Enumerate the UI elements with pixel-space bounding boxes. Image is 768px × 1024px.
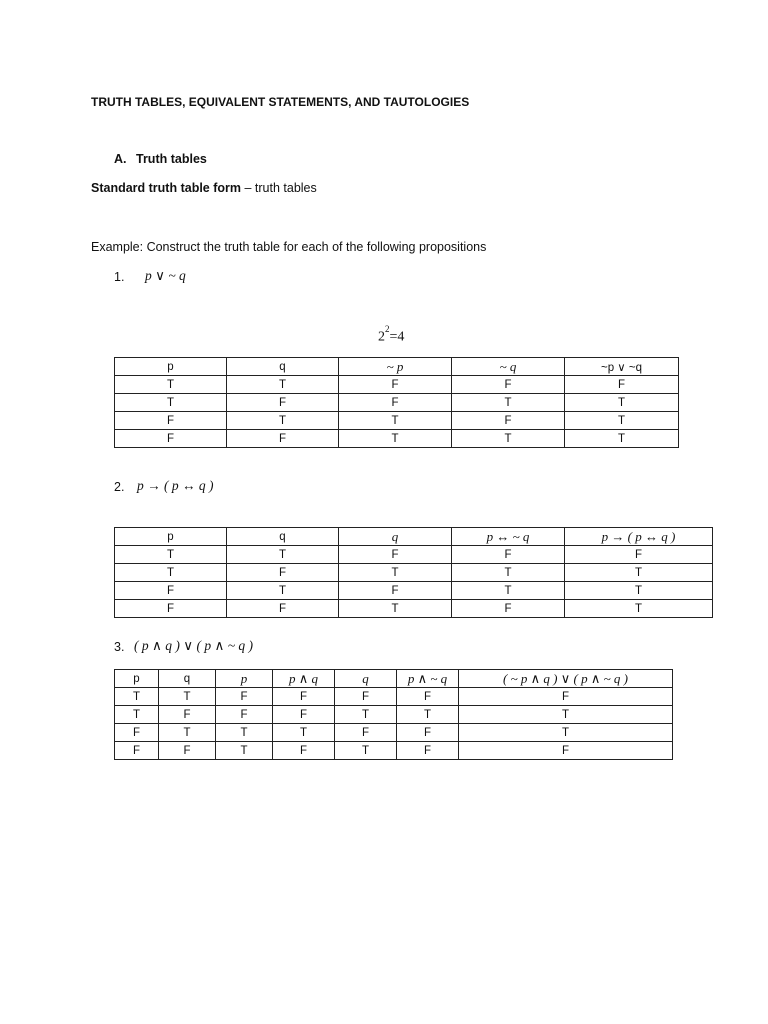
table-cell: F — [397, 742, 459, 760]
item-1-number: 1. — [114, 270, 125, 284]
table-header: p — [216, 670, 273, 688]
table-row — [115, 394, 679, 412]
table-row — [115, 688, 673, 706]
table-header: ~ p — [339, 358, 452, 376]
table-row — [115, 724, 673, 742]
table-cell: T — [115, 546, 227, 564]
item-3-expression: ( p ∧ q ) ∨ ( p ∧ ~ q ) — [134, 638, 254, 653]
table-header: ~ q — [452, 358, 565, 376]
table-cell: T — [339, 412, 452, 430]
document-title: TRUTH TABLES, EQUIVALENT STATEMENTS, AND TAUTOLOGIES — [91, 95, 470, 109]
table-cell: F — [216, 706, 273, 724]
table-cell: T — [227, 582, 339, 600]
table-cell: F — [227, 430, 339, 448]
table-cell: F — [452, 412, 565, 430]
table-header: p → ( p ↔ q ) — [565, 528, 713, 546]
truth-table-2 — [114, 527, 713, 618]
table-header: p ∧ q — [273, 670, 335, 688]
table-cell: F — [565, 546, 713, 564]
table-header: p — [115, 528, 227, 546]
table-cell: F — [115, 412, 227, 430]
table-cell: F — [216, 688, 273, 706]
standard-form-line — [91, 181, 317, 195]
table-cell: T — [339, 564, 452, 582]
table-cell: T — [565, 394, 679, 412]
table-cell: T — [115, 376, 227, 394]
table-header: q — [159, 670, 216, 688]
table-cell: T — [115, 706, 159, 724]
table-cell: F — [273, 688, 335, 706]
table-cell: F — [115, 582, 227, 600]
table-cell: F — [227, 600, 339, 618]
table-cell: T — [227, 412, 339, 430]
item-2-number: 2. — [114, 480, 125, 494]
table-cell: F — [115, 742, 159, 760]
table-row — [115, 564, 713, 582]
table-cell: T — [452, 582, 565, 600]
table-cell: T — [565, 600, 713, 618]
item-2-expression: p → ( p ↔ q ) — [137, 478, 214, 493]
table-cell: T — [339, 600, 452, 618]
truth-table-3 — [114, 669, 673, 760]
table-cell: F — [397, 724, 459, 742]
table-cell: F — [115, 724, 159, 742]
table-cell: F — [335, 688, 397, 706]
section-a-number: A. — [114, 152, 127, 166]
table-row — [115, 546, 713, 564]
table-cell: F — [339, 394, 452, 412]
table-cell: F — [227, 394, 339, 412]
table-cell: T — [216, 724, 273, 742]
table-cell: F — [459, 742, 673, 760]
table-row — [115, 706, 673, 724]
table-cell: T — [335, 742, 397, 760]
standard-form-term: Standard truth table form — [91, 181, 242, 195]
table-cell: F — [339, 546, 452, 564]
table-cell: T — [159, 688, 216, 706]
table-header: ( ~ p ∧ q ) ∨ ( p ∧ ~ q ) — [459, 670, 673, 688]
table-cell: T — [459, 724, 673, 742]
table-cell: T — [159, 724, 216, 742]
table-cell: F — [115, 600, 227, 618]
table-cell: F — [159, 742, 216, 760]
table-cell: T — [115, 688, 159, 706]
table-cell: T — [397, 706, 459, 724]
table-cell: T — [565, 582, 713, 600]
row-count-equation — [378, 324, 405, 346]
table-cell: T — [565, 412, 679, 430]
equation-exponent: 2 — [385, 324, 390, 334]
table-cell: T — [452, 430, 565, 448]
item-3-number: 3. — [114, 640, 125, 654]
table-cell: F — [115, 430, 227, 448]
table-cell: T — [339, 430, 452, 448]
table-cell: T — [273, 724, 335, 742]
table-row — [115, 430, 679, 448]
table-cell: T — [565, 430, 679, 448]
standard-form-definition: – truth tables — [241, 181, 317, 195]
table-cell: T — [459, 706, 673, 724]
table-row — [115, 412, 679, 430]
table-row — [115, 742, 673, 760]
table-cell: F — [452, 376, 565, 394]
table-header: q — [339, 528, 452, 546]
table-cell: T — [452, 564, 565, 582]
table-cell: F — [452, 600, 565, 618]
table-cell: T — [227, 376, 339, 394]
table-cell: F — [273, 706, 335, 724]
table-header: q — [227, 358, 339, 376]
table-cell: T — [227, 546, 339, 564]
truth-table-1 — [114, 357, 679, 448]
equation-result: =4 — [389, 329, 405, 345]
table-cell: T — [216, 742, 273, 760]
table-row — [115, 376, 679, 394]
section-a-heading — [114, 152, 207, 166]
table-cell: T — [115, 564, 227, 582]
table-header: q — [335, 670, 397, 688]
section-a-title: Truth tables — [136, 152, 207, 166]
equation-base: 2 — [378, 329, 385, 345]
table-row — [115, 582, 713, 600]
table-cell: F — [565, 376, 679, 394]
table-header: p ↔ ~ q — [452, 528, 565, 546]
table-header: ~p ∨ ~q — [565, 358, 679, 376]
table-cell: F — [273, 742, 335, 760]
table-cell: F — [335, 724, 397, 742]
table-header: p — [115, 358, 227, 376]
table-cell: F — [339, 376, 452, 394]
table-cell: F — [397, 688, 459, 706]
item-1-expression: p ∨ ~ q — [145, 268, 186, 283]
table-row — [115, 600, 713, 618]
table-cell: T — [335, 706, 397, 724]
table-cell: T — [452, 394, 565, 412]
table-cell: F — [459, 688, 673, 706]
table-header: p ∧ ~ q — [397, 670, 459, 688]
table-header: q — [227, 528, 339, 546]
example-instruction: Example: Construct the truth table for each of the following propositions — [91, 240, 487, 254]
table-header: p — [115, 670, 159, 688]
table-cell: F — [159, 706, 216, 724]
table-cell: T — [565, 564, 713, 582]
table-cell: F — [452, 546, 565, 564]
table-cell: T — [115, 394, 227, 412]
table-cell: F — [339, 582, 452, 600]
table-cell: F — [227, 564, 339, 582]
